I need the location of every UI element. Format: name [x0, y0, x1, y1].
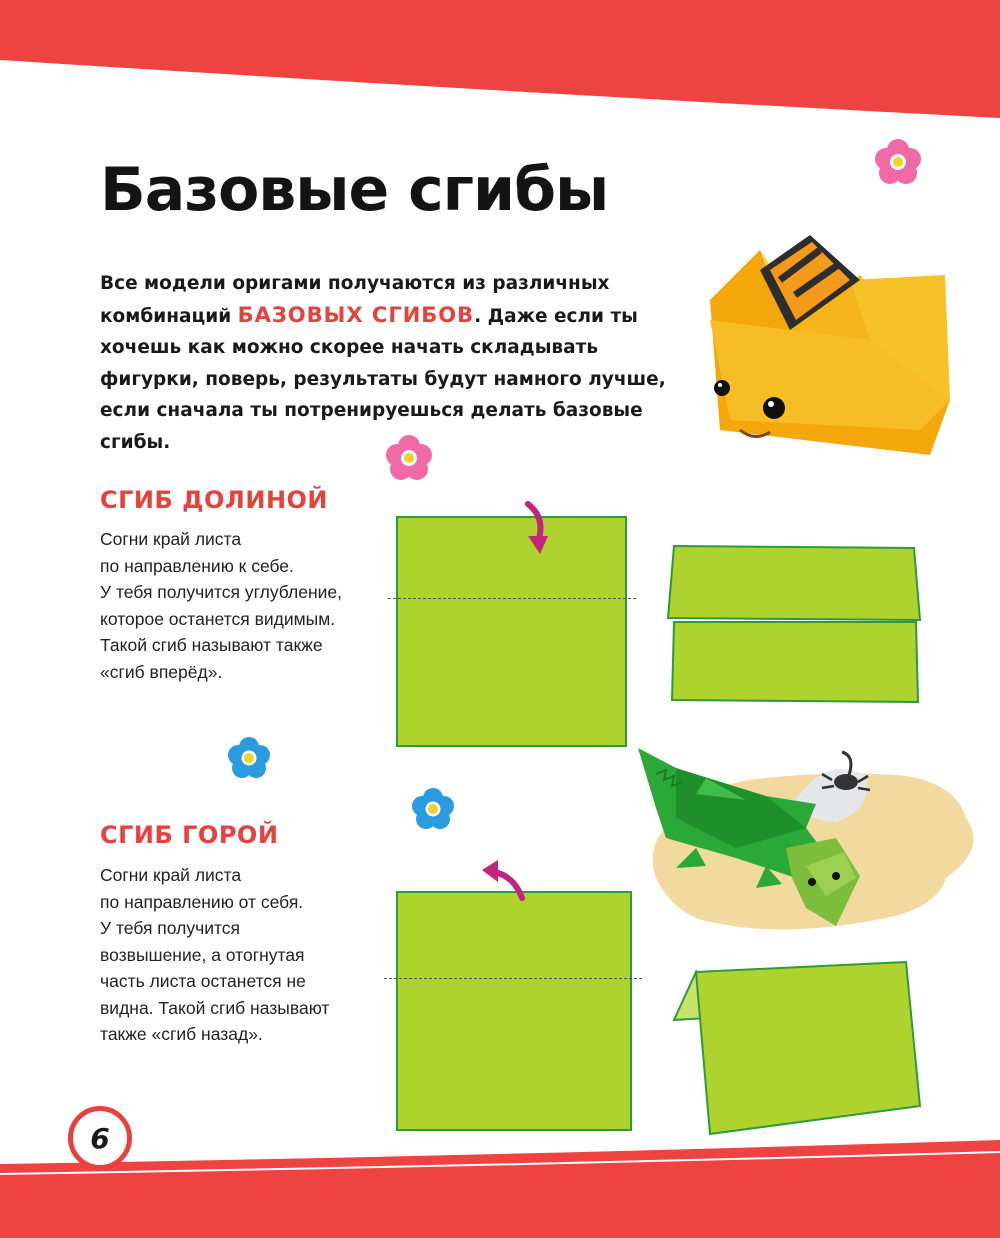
arrow-fold-away-icon: [478, 858, 532, 904]
footer-band: [0, 1130, 1000, 1238]
valley-fold-description: Согни край листа по направлению к себе. У тебя получится углубление, которое останется видимым. Такой сгиб называют также «сгиб вперёд».: [100, 529, 343, 682]
flower-pink-icon: [870, 138, 926, 186]
page-title: Базовые сгибы: [100, 155, 609, 225]
page-number: 6: [68, 1106, 132, 1170]
mountain-fold-heading: СГИБ ГОРОЙ: [100, 821, 279, 849]
flower-pink-icon: [382, 434, 436, 482]
origami-crocodile: [636, 748, 1000, 938]
header-band: [0, 0, 1000, 130]
valley-fold-line: [388, 598, 636, 599]
intro-text-end: . Даже если ты хочешь как можно скорее начать складывать фигурки, поверь, результаты будут намного лучше, если сначала ты потренируешься делать базовые сгибы.: [100, 305, 666, 453]
mountain-fold-result: [672, 958, 924, 1140]
intro-highlight: БАЗОВЫХ СГИБОВ: [237, 302, 475, 327]
flower-blue-icon: [224, 735, 274, 781]
mountain-fold-line: [384, 978, 642, 979]
intro-text-start: Все модели оригами получаются из различных комбинаций: [100, 273, 610, 327]
origami-fox-crown: [700, 220, 1000, 470]
mountain-fold-description: Согни край листа по направлению от себя. У тебя получится возвышение, а отогнутая часть листа останется не видна. Такой сгиб называют также «сгиб назад».: [100, 865, 330, 1044]
intro-paragraph: [100, 268, 690, 458]
valley-fold-result: [668, 542, 920, 708]
mountain-fold-square: [396, 891, 632, 1131]
valley-fold-heading: СГИБ ДОЛИНОЙ: [100, 486, 329, 514]
arrow-fold-toward-icon: [520, 500, 560, 556]
valley-fold-square: [396, 516, 627, 747]
flower-blue-icon: [408, 786, 458, 832]
